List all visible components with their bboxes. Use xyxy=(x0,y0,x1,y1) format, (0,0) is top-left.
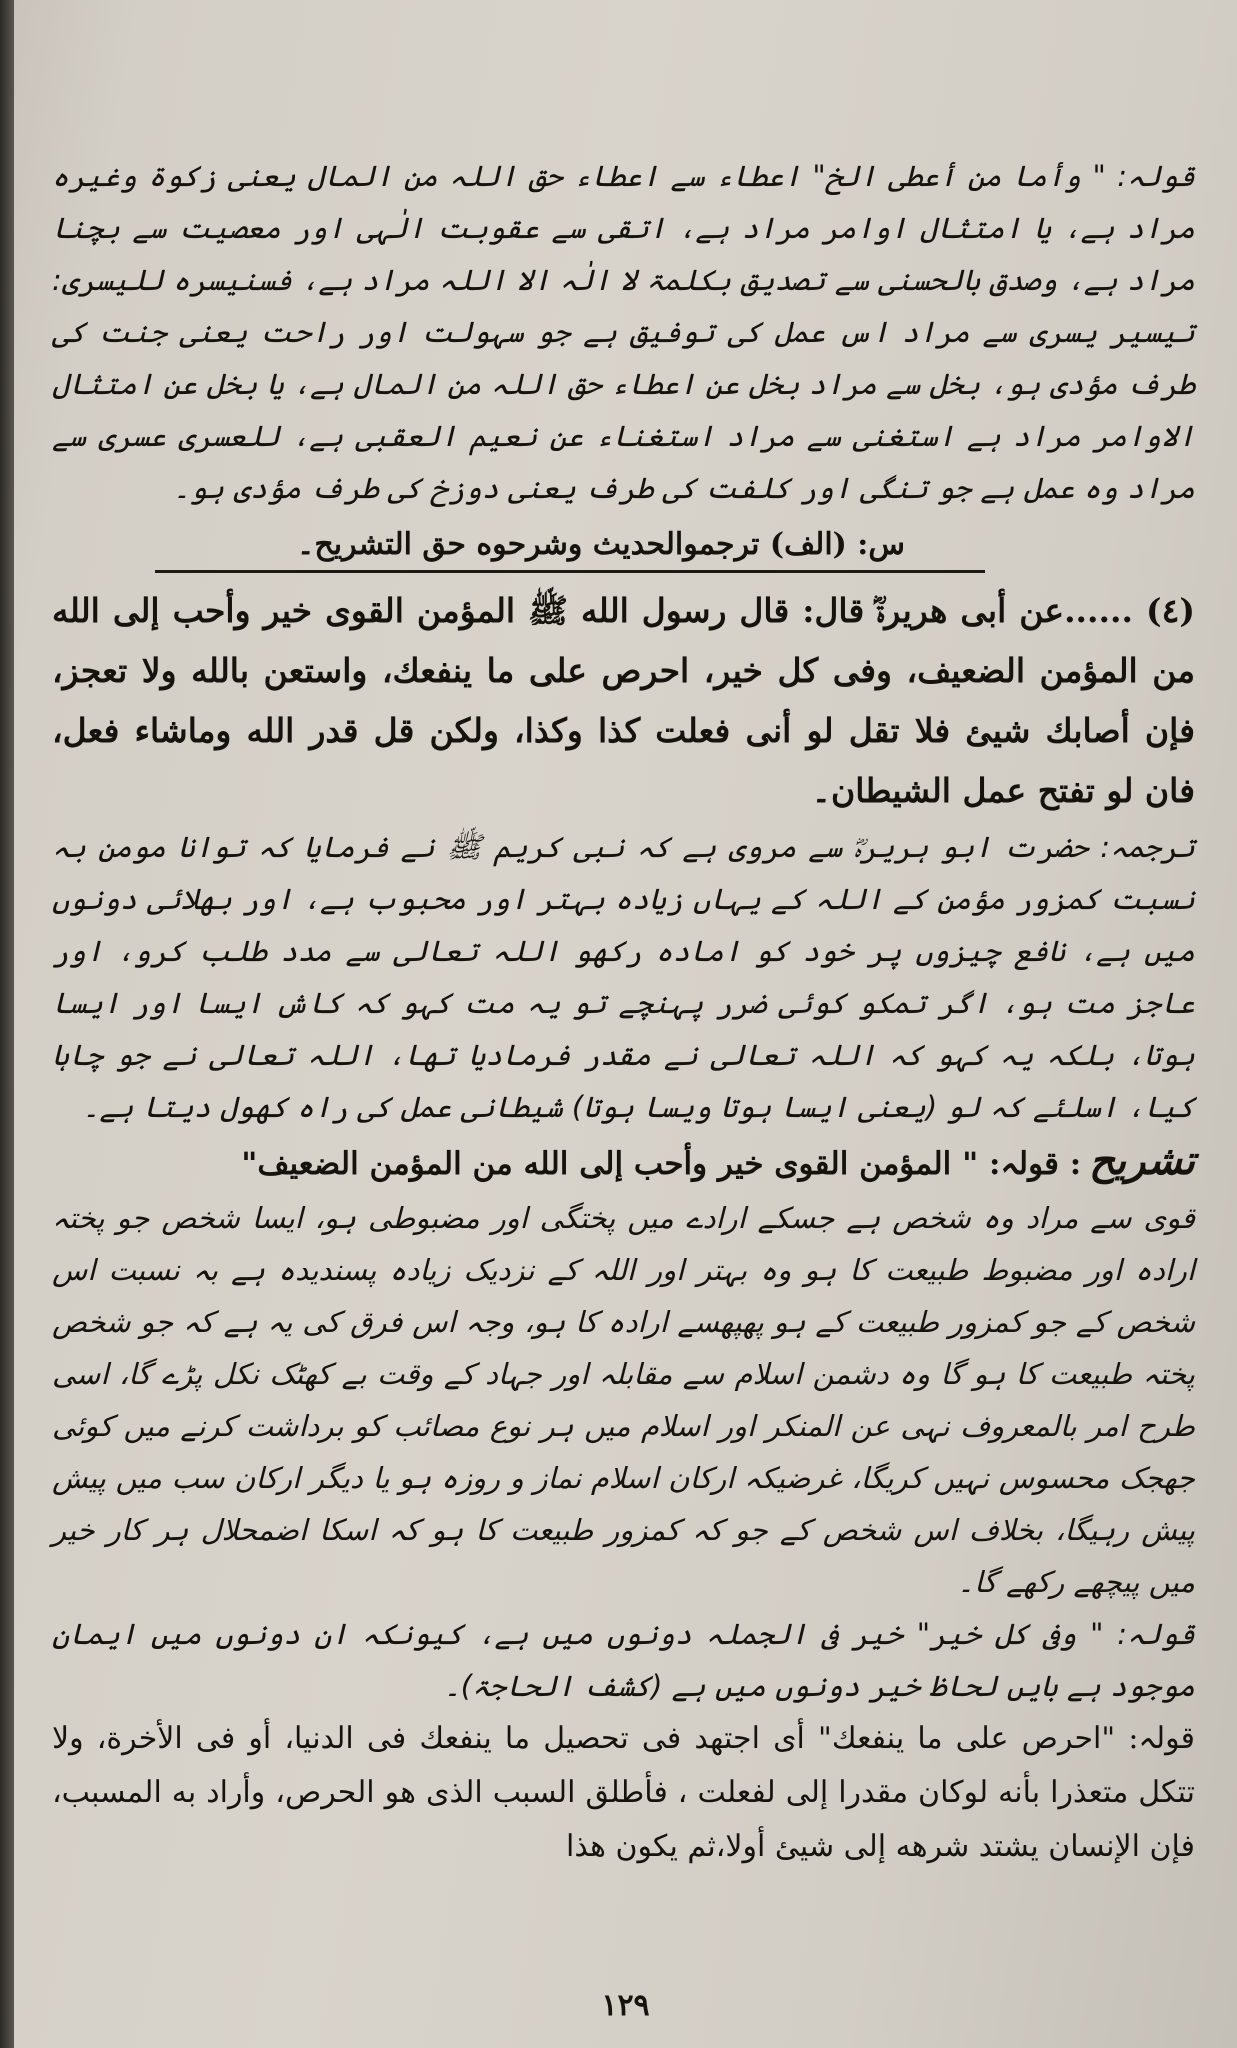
page-number: ١٢٩ xyxy=(601,1988,650,2023)
translation-paragraph: ترجمہ: حضرت ابو ہریرہؓ سے مروی ہے کہ نبی کریم ﷺ نے فرمایا کہ توانا مومن بہ نسبت کمزور مؤمن کے اللہ کے یہاں زیادہ بہتر اور محبوب ہے، اور بھلائی دونوں میں ہے، نافع چیزوں پر خود کو امادہ رکھو اللہ تعالی سے مدد طلب کرو، اور عاجز مت ہو، اگر تمکو کوئی ضرر پہنچے تو یہ مت کہو کہ کاش ایسا اور ایسا ہوتا، بلکہ یہ کہو کہ اللہ تعالی نے مقدر فرمادیا تھا، اللہ تعالی نے جو چاہا کیا، اسلئے کہ لو (یعنی ایسا ہوتا ویسا ہوتا) شیطانی عمل کی راہ کھول دیتا ہے۔ xyxy=(52,830,1195,1124)
sharh-label: تشریح xyxy=(1089,1137,1195,1184)
sharh-heading: : قولہ: " المؤمن القوى خير وأحب إلى الله من المؤمن الضعيف" xyxy=(241,1146,1082,1182)
book-page xyxy=(14,0,1237,2048)
hadith-text: (٤) ......عن أبى هريرةؓ قال: قال رسول الله ﷺ المؤمن القوى خير وأحب إلى الله من المؤمن الضعيف، وفى كل خير، احرص على ما ينفعك، واستعن بالله ولا تعجز، فإن أصابك شيئ فلا تقل لو أنى فعلت كذا وكذا، ولكن قل قدر الله وماشاء فعل، فان لو تفتح عمل الشيطان۔ xyxy=(52,591,1195,810)
sharh-paragraph: قوی سے مراد وہ شخص ہے جسکے ارادے میں پختگی اور مضبوطی ہو، ایسا شخص جو پختہ ارادہ اور مضبوط طبیعت کا ہو وہ بہتر اور اللہ کے نزدیک زیادہ پسندیدہ ہے بہ نسبت اس شخص کے جو کمزور طبیعت کے ہو پھپھسے ارادہ کا ہو، وجہ اس فرق کی یہ ہے کہ جو شخص پختہ طبیعت کا ہو گا وہ دشمن اسلام سے مقابلہ اور جہاد کے وقت بے کھٹک نکل پڑے گا، اسی طرح امر بالمعروف نہی عن المنکر اور اسلام میں ہر نوع مصائب کو برداشت کرنے میں کوئی جھجک محسوس نہیں کریگا، غرضیکہ ارکان اسلام نماز و روزہ ہو یا دیگر ارکان سب میں پیش پیش رہیگا، بخلاف اس شخص کے جو کہ کمزور طبیعت کا ہو کہ اسکا اضمحلال ہر کار خیر میں پیچھے رکھے گا۔ xyxy=(52,1201,1195,1599)
qawl-fi-kull-khair: قولہ: " وفى كل خير" خیر فی الجملہ دونوں میں ہے، کیونکہ ان دونوں میں ایمان موجود ہے بایں لحاظ خیر دونوں میں ہے (کشف الحاجۃ)۔ xyxy=(52,1617,1195,1703)
sharh-heading-line xyxy=(52,1133,1195,1192)
divider-line xyxy=(155,570,985,573)
qawl-ihris: قولہ: "احرص على ما ينفعك" أى اجتهد فى تحصيل ما ينفعك فى الدنيا، أو فى الأخرة، ولا تتكل متعذرا بأنه لوكان مقدرا إلى لفعلت ، فأطلق السبب الذى هو الحرص، وأراد به المسبب، فإن الإنسان يشتد شرهه إلى شيئ أولا،ثم يكون هذا xyxy=(52,1721,1195,1864)
intro-paragraph: قولہ: " وأما من أعطى الخ" اعطاء سے اعطاء حق اللہ من المال یعنی زکوۃ وغیرہ مراد ہے، یا امتثال اوامر مراد ہے، اتقی سے عقوبت الٰہی اور معصیت سے بچنا مراد ہے، وصدق بالحسنی سے تصدیق بکلمۃ لا الٰہ الا اللہ مراد ہے، فسنیسرہ للیسری: تیسیر یسری سے مراد اس عمل کی توفیق ہے جو سہولت اور راحت یعنی جنت کی طرف مؤدی ہو، بخل سے مراد بخل عن اعطاء حق اللہ من المال ہے، یا بخل عن امتثال الاوامر مراد ہے استغنی سے مراد استغناء عن نعیم العقبی ہے، للعسری عسری سے مراد وہ عمل ہے جو تنگی اور کلفت کی طرف یعنی دوزخ کی طرف مؤدی ہو۔ xyxy=(52,159,1195,505)
question-heading: س: (الف) ترجموالحديث وشرحوه حق التشريح۔ xyxy=(296,527,905,562)
